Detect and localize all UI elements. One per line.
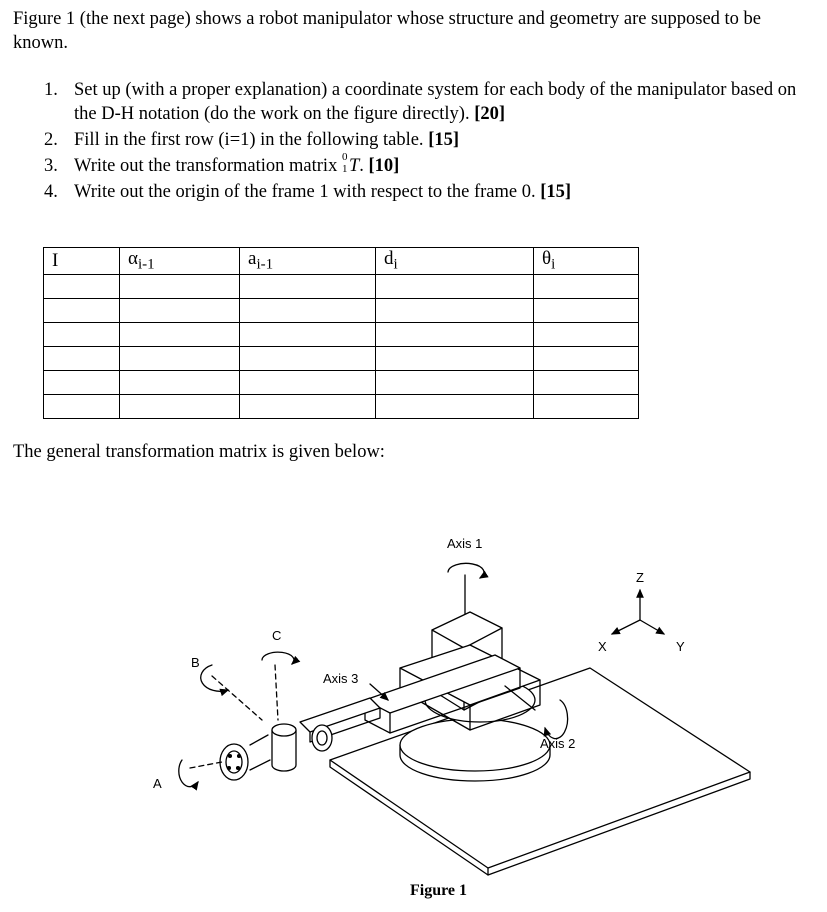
header-a: $a_{i-1}$ bbox=[240, 248, 376, 275]
coordinate-triad bbox=[612, 590, 664, 634]
label-b: B bbox=[191, 655, 200, 670]
matrix-base: T bbox=[348, 156, 360, 176]
label-c: C bbox=[272, 628, 282, 643]
matrix-subscript: 1 bbox=[341, 163, 348, 175]
axis1-rotation-arrow bbox=[448, 563, 484, 578]
header-theta: $\theta_i$ bbox=[534, 248, 639, 275]
task-text: Set up (with a proper explanation) a coordinate system for each body of the manipulator based on the D-H notation (do the work on the figure directly). bbox=[74, 80, 797, 124]
task-text: Write out the origin of the frame 1 with respect to the frame 0. bbox=[74, 182, 541, 202]
task-number: 3. bbox=[44, 156, 58, 176]
label-a: A bbox=[153, 776, 162, 791]
task-points: [15] bbox=[540, 182, 572, 202]
header-i: I bbox=[44, 248, 120, 275]
task-number: 1. bbox=[44, 80, 58, 100]
axis1-label: Axis 1 bbox=[447, 536, 483, 551]
task-text: Write out the transformation matrix bbox=[74, 156, 342, 176]
task-points: [15] bbox=[428, 130, 460, 150]
axis3-label: Axis 3 bbox=[323, 671, 359, 686]
label-y: Y bbox=[676, 639, 685, 654]
intro-paragraph: Figure 1 (the next page) shows a robot manipulator whose structure and geometry are supposed to be known. bbox=[13, 9, 762, 53]
axis2-label: Axis 2 bbox=[540, 736, 576, 751]
task-points: [10] bbox=[368, 156, 400, 176]
wrist-joint bbox=[220, 724, 332, 780]
rotation-a-arrow bbox=[179, 760, 198, 787]
header-d: $d_i$ bbox=[376, 248, 534, 275]
label-x: X bbox=[598, 639, 607, 654]
axis-a-dashed bbox=[190, 762, 222, 768]
figure-caption: Figure 1 bbox=[410, 882, 468, 899]
matrix-superscript: 0 bbox=[341, 151, 348, 163]
task-number: 2. bbox=[44, 130, 58, 150]
label-z: Z bbox=[636, 570, 644, 585]
header-alpha: $\alpha_{i-1}$ bbox=[120, 248, 240, 275]
task-number: 4. bbox=[44, 182, 58, 202]
rotation-c-arrow bbox=[262, 652, 294, 664]
general-matrix-text: The general transformation matrix is given below: bbox=[13, 442, 385, 462]
task-text: Fill in the first row (i=1) in the following table. bbox=[74, 130, 429, 150]
task-text-after: . bbox=[359, 156, 369, 176]
axis-c-dashed bbox=[275, 665, 278, 720]
task-points: [20] bbox=[474, 104, 506, 124]
axis-b-dashed bbox=[212, 676, 262, 720]
